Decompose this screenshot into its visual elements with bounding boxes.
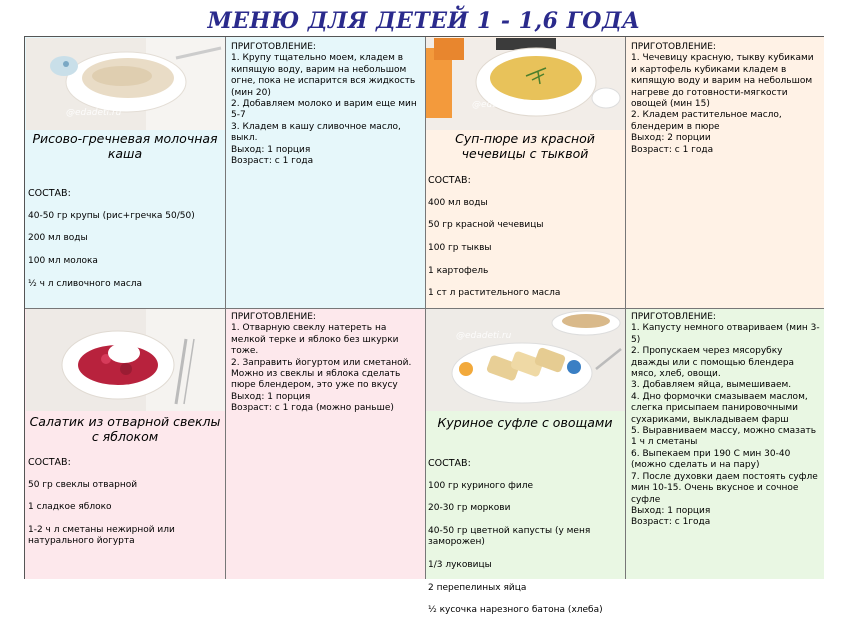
step: 2. Добавляем молоко и варим еще мин 5-7 — [231, 99, 417, 121]
ingredient: 200 мл воды — [28, 233, 88, 244]
soup-bowl-illustration — [426, 38, 625, 130]
step: Возраст: с 1года — [631, 517, 711, 528]
menu-grid — [24, 36, 824, 616]
ingredients-list — [428, 164, 624, 311]
step: 2. Пропускаем через мясорубку дважды или с помощью блендера мясо, хлеб, овощи. — [631, 346, 795, 380]
ingredient: 1-2 ч л сметаны нежирной или натурального йогурта — [28, 525, 175, 547]
preparation-heading: ПРИГОТОВЛЕНИЕ: — [631, 42, 716, 52]
ingredient: 100 гр тыквы — [428, 243, 492, 254]
step: Выход: 1 порция — [631, 505, 711, 516]
step: 2. Кладем растительное масло, блендерим в пюре — [631, 110, 782, 132]
ingredient: 100 гр куриного филе — [428, 480, 533, 491]
ingredients-list — [428, 447, 624, 628]
composition-heading: СОСТАВ: — [28, 188, 71, 200]
step: Выход: 2 порции — [631, 133, 711, 144]
ingredient: 1 сладкое яблоко — [28, 502, 112, 513]
watermark: @edadeti.ru — [456, 331, 512, 341]
step: Возраст: с 1 года — [631, 144, 714, 155]
preparation-steps — [231, 42, 421, 167]
page-title: МЕНЮ ДЛЯ ДЕТЕЙ 1 - 1,6 ГОДА — [207, 8, 641, 34]
dish-name: Салатик из отварной свеклы с яблоком — [29, 414, 221, 444]
composition-heading: СОСТАВ: — [428, 458, 471, 470]
preparation-heading: ПРИГОТОВЛЕНИЕ: — [231, 312, 316, 322]
dish-name: Куриное суфле с овощами — [437, 415, 613, 430]
watermark: @edadeti.ru — [472, 100, 528, 110]
preparation-steps — [631, 42, 821, 156]
step: 5. Выравниваем массу, можно смазать 1 ч л сметаны — [631, 426, 817, 448]
souffle-photo — [426, 309, 625, 411]
preparation-steps — [631, 312, 821, 529]
composition-heading: СОСТАВ: — [428, 175, 471, 187]
step: Возраст: с 1 года (можно раньше) — [231, 403, 394, 414]
ingredient: 2 перепелиных яйца — [428, 582, 527, 593]
dish-name: Рисово-гречневая молочная каша — [32, 131, 218, 161]
step: 1. Крупу тщательно моем, кладем в кипящую воду, варим на небольшом огне, пока не испарится вся жидкость (мин 20) — [231, 53, 416, 98]
step: 4. Дно формочки смазываем маслом, слегка присыпаем панировочными сухариками, выкладываем фарш — [631, 391, 808, 425]
step: 3. Кладем в кашу сливочное масло, выкл. — [231, 121, 401, 144]
ingredient: 40-50 гр крупы (рис+гречка 50/50) — [28, 210, 195, 221]
porridge-bowl-illustration — [26, 38, 225, 130]
ingredient: ½ ч л сливочного масла — [28, 278, 143, 289]
step: Выход: 1 порция — [231, 391, 311, 402]
preparation-steps — [231, 312, 421, 415]
step: 1. Отварную свеклу натереть на мелкой терке и яблоко без шкурки тоже. — [231, 323, 399, 357]
ingredient: 1 ст л растительного масла — [428, 288, 561, 299]
step: Возраст: с 1 года — [231, 156, 314, 167]
step: 1. Капусту немного отвариваем (мин 3-5) — [631, 323, 820, 345]
ingredient: 1 картофель — [428, 265, 489, 276]
step: 1. Чечевицу красную, тыкву кубиками и картофель кубиками кладем в кипящую воду и варим на небольшом нагреве до готовности-мягкости овощей (мин 15) — [631, 53, 814, 110]
step: 6. Выпекаем при 190 С мин 30-40 (можно сделать и на пару) — [631, 448, 791, 471]
souffle-plate-illustration — [426, 309, 625, 411]
ingredient: 50 гр красной чечевицы — [428, 220, 544, 231]
porridge-photo — [26, 38, 225, 130]
ingredients-list — [28, 446, 224, 559]
ingredient: 400 мл воды — [428, 197, 488, 208]
salad-bowl-illustration — [26, 309, 225, 411]
watermark: @edadeti.ru — [66, 108, 122, 118]
ingredient: 50 гр свеклы отварной — [28, 479, 138, 490]
soup-photo — [426, 38, 625, 130]
composition-heading: СОСТАВ: — [28, 457, 71, 469]
step: Выход: 1 порция — [231, 144, 311, 155]
step: 2. Заправить йогуртом или сметаной. Можно из свеклы и яблока сделать пюре блендером, это уже по вкусу — [231, 357, 412, 391]
ingredient: ½ кусочка нарезного батона (хлеба) — [428, 605, 603, 616]
ingredient: 20-30 гр моркови — [428, 503, 511, 514]
preparation-heading: ПРИГОТОВЛЕНИЕ: — [231, 42, 316, 52]
step: 3. Добавляем яйца, вымешиваем. — [631, 380, 792, 391]
ingredient: 1/3 луковицы — [428, 559, 492, 570]
ingredients-list — [28, 177, 224, 301]
ingredient: 40-50 гр цветной капусты (у меня заморожен) — [428, 526, 591, 548]
preparation-heading: ПРИГОТОВЛЕНИЕ: — [631, 312, 716, 322]
dish-name: Суп-пюре из красной чечевицы с тыквой — [455, 131, 595, 161]
step: 7. После духовки даем постоять суфле мин 10-15. Очень вкусное и сочное суфле — [631, 471, 818, 505]
ingredient: 100 мл молока — [28, 256, 98, 267]
salad-photo — [26, 309, 225, 411]
